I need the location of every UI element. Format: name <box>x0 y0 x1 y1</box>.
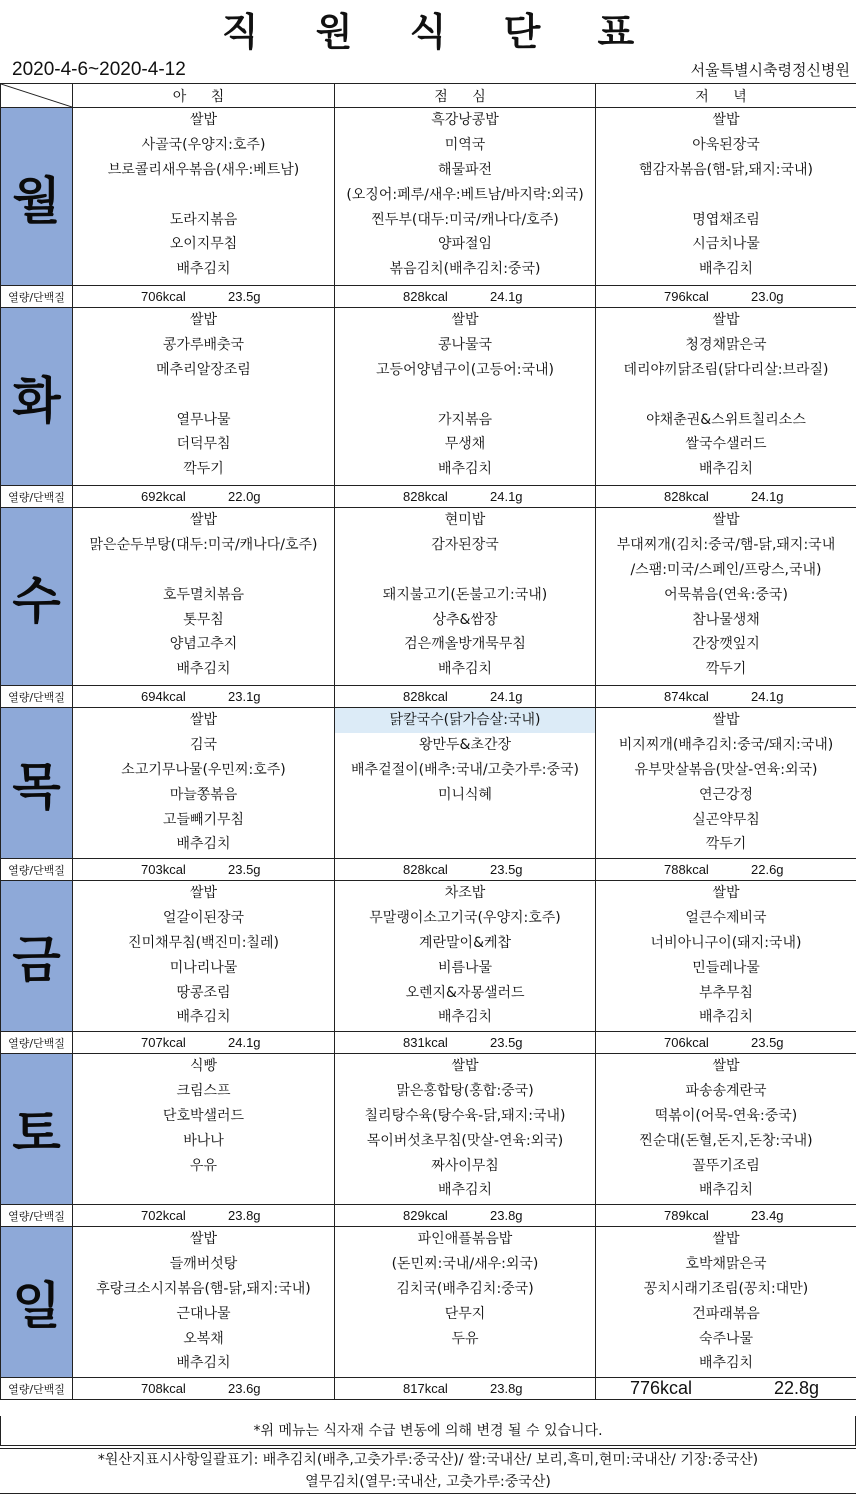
menu-item: 깍두기 <box>705 661 747 678</box>
menu-item: 호박채맑은국 <box>685 1255 767 1272</box>
menu-item: 시금치나물 <box>692 236 760 253</box>
menu-item: 진미채무침(백진미:칠레) <box>128 934 279 951</box>
protein-value: 23.5g <box>751 1035 784 1050</box>
meal-cell-breakfast <box>73 1054 335 1205</box>
protein-value: 23.5g <box>490 1035 523 1050</box>
day-label: 토 <box>1 1054 73 1205</box>
menu-item: 짜사이무침 <box>431 1157 499 1174</box>
menu-item: 쌀밥 <box>712 512 740 528</box>
nutrition-row <box>1 686 856 708</box>
menu-item: 쌀밥 <box>451 1058 479 1074</box>
menu-item: 배추겉절이(배추:국내/고춧가루:중국) <box>351 761 579 778</box>
menu-item: 부추무침 <box>698 984 754 1001</box>
menu-item <box>335 832 595 857</box>
nutrition-lunch <box>335 1032 596 1054</box>
menu-item: 쌀밥 <box>712 112 740 128</box>
kcal-value: 829kcal <box>403 1208 448 1223</box>
menu-item: 콩가루배춧국 <box>162 336 245 353</box>
menu-item: 쌀밥 <box>712 885 740 901</box>
menu-item: 부대찌개(김치:중국/햄-닭,돼지:국내 <box>616 536 836 553</box>
protein-value: 23.5g <box>228 862 261 877</box>
menu-item: (오징어:페루/새우:베트남/바지락:외국) <box>346 186 584 203</box>
menu-item: 민들레나물 <box>692 959 760 976</box>
menu-item <box>596 183 856 208</box>
column-header-dinner: 저 녁 <box>596 84 856 108</box>
meal-cell-dinner <box>596 108 856 286</box>
protein-value: 24.1g <box>490 689 523 704</box>
menu-item: 차조밥 <box>444 885 486 901</box>
protein-value: 23.8g <box>490 1381 523 1396</box>
nutrition-breakfast <box>73 486 335 508</box>
menu-body <box>1 108 856 1400</box>
menu-item: 배추김치 <box>698 461 754 478</box>
menu-item: 식빵 <box>189 1058 218 1074</box>
menu-item: 배추김치 <box>176 836 231 853</box>
menu-item: 브로콜리새우볶음(새우:베트남) <box>107 161 300 178</box>
menu-item: 감자된장국 <box>431 536 499 553</box>
protein-value: 24.1g <box>228 1035 261 1050</box>
menu-item: 깍두기 <box>705 836 747 853</box>
menu-item: 두유 <box>451 1330 479 1347</box>
origin-line-1: *원산지표시사항일괄표기: 배추김치(배추,고춧가루:중국산)/ 쌀:국내산/ 보리,흑미,현미:국내산/ 기장:중국산) <box>97 1452 759 1468</box>
menu-item: 찐두부(대두:미국/캐나다/호주) <box>371 211 559 228</box>
corner-cell <box>1 84 73 108</box>
menu-item: 검은깨올방개묵무침 <box>404 636 526 653</box>
menu-item: 무말랭이소고기국(우양지:호주) <box>369 909 561 926</box>
nutrition-lunch <box>335 286 596 308</box>
menu-item: 미역국 <box>444 136 486 153</box>
kcal-value: 874kcal <box>664 689 709 704</box>
protein-value: 23.5g <box>228 289 261 304</box>
menu-item: 배추김치 <box>176 1355 231 1372</box>
nutrition-row <box>1 486 856 508</box>
menu-item: 명엽채조림 <box>692 211 760 228</box>
menu-item <box>73 383 334 408</box>
menu-item: (돈민찌:국내/새우:외국) <box>391 1255 539 1272</box>
kcal-value: 706kcal <box>664 1035 709 1050</box>
menu-item: 김치국(배추김치:중국) <box>396 1280 534 1297</box>
nutrition-lunch <box>335 486 596 508</box>
menu-item: 얼큰수제비국 <box>685 909 767 926</box>
nutrition-breakfast <box>73 686 335 708</box>
menu-item: 오이지무침 <box>169 236 238 253</box>
menu-item: 맑은홍합탕(홍합:중국) <box>396 1082 534 1099</box>
meal-cell-lunch <box>335 1054 596 1205</box>
kcal-value: 831kcal <box>403 1035 448 1050</box>
menu-item: 볶음김치(배추김치:중국) <box>389 261 541 278</box>
protein-value: 22.8g <box>774 1378 820 1398</box>
menu-item: 햄감자볶음(햄-닭,돼지:국내) <box>639 161 813 178</box>
meal-cell-lunch <box>335 308 596 486</box>
menu-item: 돼지불고기(돈불고기:국내) <box>382 586 548 603</box>
nutrition-dinner <box>596 486 856 508</box>
nutrition-row <box>1 1205 856 1227</box>
menu-item: 쌀밥 <box>189 312 218 328</box>
menu-item: 오복채 <box>183 1330 224 1347</box>
menu-item: 마늘쫑볶음 <box>169 786 238 803</box>
menu-item <box>73 183 334 208</box>
protein-value: 24.1g <box>490 289 523 304</box>
meal-cell-dinner <box>596 308 856 486</box>
menu-item: 비름나물 <box>437 959 493 976</box>
kcal-value: 708kcal <box>141 1381 186 1396</box>
menu-item: 상추&쌈장 <box>432 611 498 628</box>
menu-item: 배추김치 <box>698 1355 754 1372</box>
menu-item: 얼갈이된장국 <box>162 909 245 926</box>
day-row <box>1 108 856 286</box>
menu-item <box>596 383 856 408</box>
nutrition-dinner <box>596 1378 856 1400</box>
menu-item: 배추김치 <box>698 261 754 278</box>
menu-item: 미니식혜 <box>437 786 493 803</box>
menu-item: 후랑크소시지볶음(햄-닭,돼지:국내) <box>96 1280 311 1297</box>
menu-item: 소고기무나물(우민찌:호주) <box>121 761 286 778</box>
menu-item <box>335 558 595 583</box>
menu-item: 파인애플볶음밥 <box>417 1231 513 1247</box>
nutrition-breakfast <box>73 286 335 308</box>
menu-item <box>73 1178 334 1203</box>
nutrition-lunch <box>335 859 596 881</box>
meal-cell-dinner <box>596 1227 856 1378</box>
meal-cell-breakfast <box>73 708 335 859</box>
menu-item: 쌀밥 <box>451 312 479 328</box>
kcal-value: 706kcal <box>141 289 186 304</box>
protein-value: 23.0g <box>751 289 784 304</box>
menu-item: 바나나 <box>183 1132 224 1149</box>
menu-item: 들깨버섯탕 <box>169 1255 238 1272</box>
menu-item: 우유 <box>189 1157 218 1174</box>
menu-item: 맑은순두부탕(대두:미국/캐나다/호주) <box>89 536 318 553</box>
change-notice: *위 메뉴는 식자재 수급 변동에 의해 변경 될 수 있습니다. <box>0 1416 856 1446</box>
meal-cell-breakfast <box>73 881 335 1032</box>
nutrition-lunch <box>335 1378 596 1400</box>
menu-item: 단무지 <box>444 1305 486 1322</box>
menu-item: 단호박샐러드 <box>162 1107 245 1124</box>
menu-item: 배추김치 <box>437 1009 493 1026</box>
menu-item <box>335 383 595 408</box>
protein-value: 24.1g <box>751 689 784 704</box>
menu-item: 열무나물 <box>176 411 231 428</box>
kcal-value: 788kcal <box>664 862 709 877</box>
nutrition-row <box>1 286 856 308</box>
protein-value: 23.1g <box>228 689 261 704</box>
menu-item: 야채춘권&스위트칠리소스 <box>646 411 806 428</box>
protein-value: 23.5g <box>490 862 523 877</box>
menu-item: 너비아니구이(돼지:국내) <box>650 934 802 951</box>
kcal-value: 776kcal <box>630 1378 693 1398</box>
protein-value: 22.0g <box>228 489 261 504</box>
day-row <box>1 508 856 686</box>
date-range: 2020-4-6~2020-4-12 <box>12 59 186 80</box>
meal-cell-dinner <box>596 1054 856 1205</box>
menu-item: 배추김치 <box>698 1009 754 1026</box>
protein-value: 23.8g <box>228 1208 261 1223</box>
day-label: 수 <box>1 508 73 686</box>
nutrition-label: 열량/단백질 <box>1 486 73 508</box>
protein-value: 24.1g <box>751 489 784 504</box>
menu-item: 건파래볶음 <box>692 1305 760 1322</box>
nutrition-label: 열량/단백질 <box>1 686 73 708</box>
nutrition-breakfast <box>73 859 335 881</box>
menu-item: 칠리탕수육(탕수육-닭,돼지:국내) <box>364 1107 566 1124</box>
meal-cell-lunch <box>335 108 596 286</box>
kcal-value: 796kcal <box>664 289 709 304</box>
kcal-value: 703kcal <box>141 862 186 877</box>
menu-item: 왕만두&초간장 <box>418 736 512 753</box>
menu-item: 파송송계란국 <box>685 1082 767 1099</box>
menu-item: 데리야끼닭조림(닭다리살:브라질) <box>623 361 829 378</box>
nutrition-dinner <box>596 859 856 881</box>
meal-cell-breakfast <box>73 508 335 686</box>
menu-table <box>0 83 856 1400</box>
menu-item: 찐순대(돈혈,돈지,돈창:국내) <box>639 1132 813 1149</box>
menu-item: 꽁치시래기조림(꽁치:대만) <box>643 1280 809 1297</box>
nutrition-label: 열량/단백질 <box>1 1032 73 1054</box>
menu-item: 쌀밥 <box>712 712 740 728</box>
menu-item: 배추김치 <box>176 661 231 678</box>
menu-item: 닭칼국수(닭가슴살:국내) <box>335 708 595 733</box>
menu-item: 쌀밥 <box>712 312 740 328</box>
kcal-value: 692kcal <box>141 489 186 504</box>
protein-value: 24.1g <box>490 489 523 504</box>
menu-item: 쌀국수샐러드 <box>685 436 767 453</box>
nutrition-label: 열량/단백질 <box>1 286 73 308</box>
menu-item: 호두멸치볶음 <box>162 586 245 603</box>
kcal-value: 789kcal <box>664 1208 709 1223</box>
menu-item: 어묵볶음(연육:중국) <box>664 586 788 603</box>
nutrition-dinner <box>596 1032 856 1054</box>
kcal-value: 707kcal <box>141 1035 186 1050</box>
menu-item: 무생채 <box>444 436 486 453</box>
header-row <box>1 84 856 108</box>
nutrition-breakfast <box>73 1205 335 1227</box>
kcal-value: 817kcal <box>403 1381 448 1396</box>
menu-item: 계란말이&케찹 <box>418 934 512 951</box>
menu-item: 실곤약무침 <box>692 811 760 828</box>
meal-cell-dinner <box>596 881 856 1032</box>
meal-cell-breakfast <box>73 308 335 486</box>
menu-item: 사골국(우양지:호주) <box>141 136 266 153</box>
nutrition-dinner <box>596 686 856 708</box>
column-header-lunch: 점 심 <box>335 84 596 108</box>
menu-item: 쌀밥 <box>712 1231 740 1247</box>
nutrition-label: 열량/단백질 <box>1 1205 73 1227</box>
menu-item: 떡볶이(어묵-연육:중국) <box>654 1107 798 1124</box>
hospital-name: 서울특별시축령정신병원 <box>690 61 850 79</box>
menu-item: 숙주나물 <box>698 1330 754 1347</box>
menu-item: 배추김치 <box>437 661 493 678</box>
menu-item: 쌀밥 <box>189 712 218 728</box>
menu-item: 청경채맑은국 <box>685 336 767 353</box>
menu-item: 비지찌개(배추김치:중국/돼지:국내) <box>618 736 834 753</box>
kcal-value: 828kcal <box>403 862 448 877</box>
menu-item: 간장깻잎지 <box>692 636 760 653</box>
nutrition-breakfast <box>73 1032 335 1054</box>
menu-item: 쌀밥 <box>189 112 218 128</box>
meal-cell-lunch <box>335 708 596 859</box>
menu-item: 배추김치 <box>176 261 231 278</box>
menu-item: 미나리나물 <box>169 959 238 976</box>
day-row <box>1 1227 856 1378</box>
meal-cell-lunch <box>335 881 596 1032</box>
menu-item: 쌀밥 <box>189 1231 218 1247</box>
menu-item: 배추김치 <box>437 461 493 478</box>
menu-item: 쌀밥 <box>189 512 218 528</box>
nutrition-row <box>1 1378 856 1400</box>
day-row <box>1 1054 856 1205</box>
meal-cell-dinner <box>596 508 856 686</box>
day-row <box>1 708 856 859</box>
menu-item: 김국 <box>189 736 218 753</box>
meal-cell-breakfast <box>73 108 335 286</box>
menu-item: 참나물생채 <box>692 611 760 628</box>
kcal-value: 694kcal <box>141 689 186 704</box>
nutrition-breakfast <box>73 1378 335 1400</box>
meal-cell-dinner <box>596 708 856 859</box>
kcal-value: 828kcal <box>403 489 448 504</box>
menu-item: 유부맛살볶음(맛살-연육:외국) <box>634 761 818 778</box>
menu-item: 깍두기 <box>183 461 224 478</box>
menu-item <box>335 808 595 833</box>
menu-item: 양파절임 <box>437 236 493 253</box>
menu-item: 아욱된장국 <box>692 136 760 153</box>
origin-line-2: 열무김치(열무:국내산, 고춧가루:중국산) <box>305 1474 551 1490</box>
nutrition-lunch <box>335 686 596 708</box>
origin-notice <box>0 1448 856 1494</box>
menu-item: 땅콩조림 <box>176 984 231 1001</box>
menu-item: 톳무침 <box>183 611 224 628</box>
day-label: 일 <box>1 1227 73 1378</box>
menu-item: 목이버섯초무침(맛살-연육:외국) <box>366 1132 564 1149</box>
nutrition-dinner <box>596 286 856 308</box>
menu-item: 근대나물 <box>176 1305 231 1322</box>
menu-item: 콩나물국 <box>437 336 493 353</box>
menu-item: 연근강정 <box>698 786 754 803</box>
menu-item: 현미밥 <box>444 512 486 528</box>
menu-item: 도라지볶음 <box>169 211 238 228</box>
meal-cell-breakfast <box>73 1227 335 1378</box>
menu-item: 양념고추지 <box>169 636 238 653</box>
page-title: 직 원 식 단 표 <box>221 9 657 54</box>
menu-item: 더덕무침 <box>176 436 231 453</box>
menu-item: 고들빼기무침 <box>162 811 245 828</box>
menu-item <box>335 1351 595 1376</box>
menu-item: 크림스프 <box>176 1082 231 1099</box>
nutrition-row <box>1 859 856 881</box>
kcal-value: 828kcal <box>403 689 448 704</box>
menu-item: 해물파전 <box>437 161 493 178</box>
kcal-value: 828kcal <box>664 489 709 504</box>
menu-item: 배추김치 <box>437 1182 493 1199</box>
day-label: 금 <box>1 881 73 1032</box>
day-label: 화 <box>1 308 73 486</box>
day-row <box>1 308 856 486</box>
diagonal-line <box>1 84 72 107</box>
menu-item: 흑강낭콩밥 <box>431 112 499 128</box>
protein-value: 23.4g <box>751 1208 784 1223</box>
menu-item: 꼴뚜기조림 <box>692 1157 760 1174</box>
menu-item: 가지볶음 <box>437 411 493 428</box>
nutrition-label: 열량/단백질 <box>1 1378 73 1400</box>
meal-cell-lunch <box>335 508 596 686</box>
nutrition-label: 열량/단백질 <box>1 859 73 881</box>
menu-item: 고등어양념구이(고등어:국내) <box>376 361 554 378</box>
menu-item: 메추리알장조림 <box>156 361 251 378</box>
nutrition-dinner <box>596 1205 856 1227</box>
meal-cell-lunch <box>335 1227 596 1378</box>
menu-item: 쌀밥 <box>712 1058 740 1074</box>
kcal-value: 702kcal <box>141 1208 186 1223</box>
nutrition-lunch <box>335 1205 596 1227</box>
nutrition-row <box>1 1032 856 1054</box>
day-row <box>1 881 856 1032</box>
menu-item <box>73 558 334 583</box>
day-label: 월 <box>1 108 73 286</box>
menu-item: 배추김치 <box>698 1182 754 1199</box>
column-header-breakfast: 아 침 <box>73 84 335 108</box>
menu-item: 쌀밥 <box>189 885 218 901</box>
menu-item: 배추김치 <box>176 1009 231 1026</box>
protein-value: 22.6g <box>751 862 784 877</box>
kcal-value: 828kcal <box>403 289 448 304</box>
menu-item: 오렌지&자몽샐러드 <box>405 984 525 1001</box>
menu-item: /스팸:미국/스페인/프랑스,국내) <box>630 561 822 578</box>
day-label: 목 <box>1 708 73 859</box>
protein-value: 23.8g <box>490 1208 523 1223</box>
protein-value: 23.6g <box>228 1381 261 1396</box>
